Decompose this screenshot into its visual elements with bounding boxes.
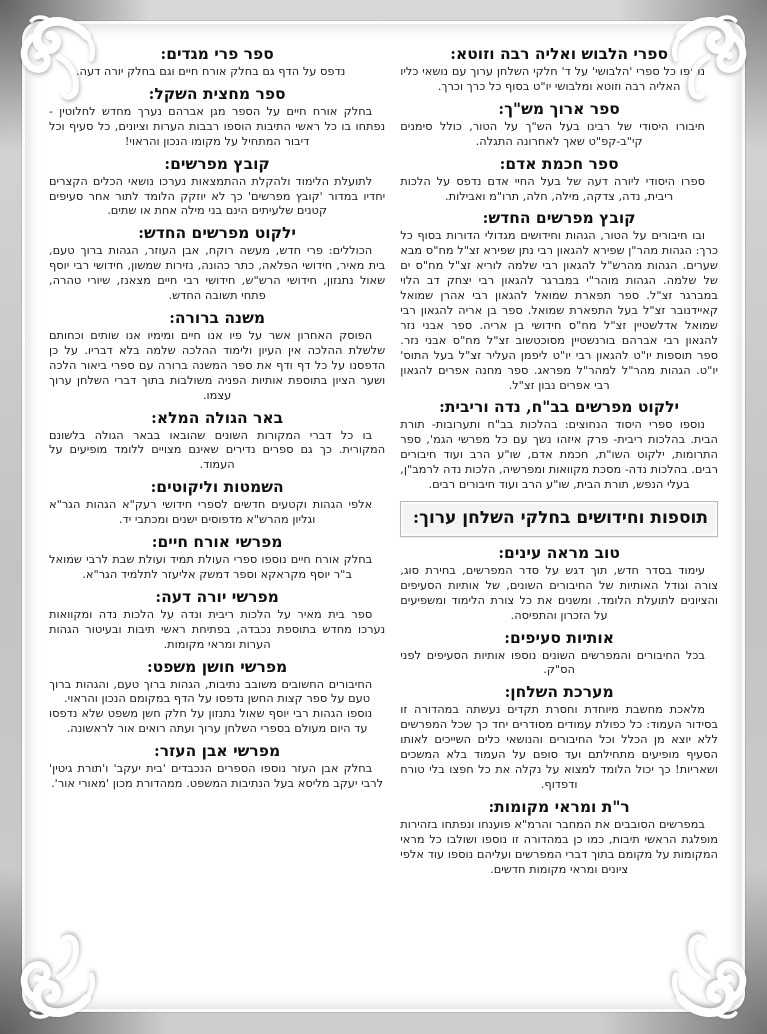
document-section [400,397,718,492]
document-section [400,628,718,678]
section-title: ספר מחצית השקל: [148,83,286,103]
document-section [49,477,385,527]
section-title: אותיות סעיפים: [504,627,614,647]
section-paragraph: אלפי הגהות וקטעים חדשים לספרי חידושי רעק"א הגהות הגר"א וגליון מהרש"א מדפוסים ישנים ומכתבי יד. [49,497,373,527]
section-paragraph: הכוללים: פרי חדש, מעשה רוקח, אבן העוזר, הגהות ברוך טעם, בית מאיר, חידושי הפלאה, כתר כהונה, נזירות שמשון, חידושי רבי יוסף שאול נתנזון, חידושי הרש"ש, חידושי רבי חיים מצאנז, שיורי טהרה, פתחי תשובה החדש. [49,243,386,303]
section-paragraph: נוספו ספרי היסוד הנחוצים: בהלכות בב"ח ותערובות- תורת הבית. בהלכות ריבית- פרק איזהו נשך עם כל מפרשי הגמ', ספר התרומות, ילקוט השו"ת, חכמת אדם, שו"ע הרב ועוד חיבורים רבים. בהלכות נדה- מסכת מקוואות ומפרשיה, הלכות נדה לרמב"ן, בעלי הנפש, תורת הבית, שו"ע הרב ועוד חיבורים רבים. [400,417,718,492]
document-section [400,208,718,392]
section-title: ר"ת ומראי מקומות: [488,796,630,816]
section-paragraph: ובו חיבורים על הטור, הגהות וחידושים מגדולי הדורות בסוף כל כרך: הגהות מהר"ן שפירא להגאון רבי נתן שפירא זצ"ל מח"ס מבא שערים. הגהות מהרש"ל להגאון רבי שלמה לוריא זצ"ל מח"ס ים של שלמה. הגהות מוהר"י במברגר להגאון רבי יצחק דב הלוי במברגר זצ"ל. ספר תפארת שמואל להגאון רבי אהרן שמואל קאיידנובר זצ"ל בעל התפארת שמואל. ספר בן אריה להגאון רבי שמואל אדלשטיין זצ"ל מח"ס חידושי בן אריה. ספר אבני נזר להגאון רבי אברהם בורנשטיין מסוכטשוב זצ"ל מח"ס אבני נזר. ספר תוספות יו"ט להגאון רבי יו"ט ליפמן העליר זצ"ל בעל התוס' יו"ט. הגהות מהר"ל למהר"ל מפראג. ספר מחנה אפרים להגאון רבי אפרים נבון זצ"ל. [400,228,718,392]
corner-flourish-icon [8,8,106,106]
document-section [400,682,718,791]
section-title: ספר ארוך מש"ך: [498,98,620,118]
document-section [49,587,385,652]
section-title: קובץ מפרשים החדש: [482,208,636,228]
section-paragraph: עימוד בסדר חדש, תוך דגש על סדר המפרשים, בחירת סוג, צורה וגודל האותיות של החיבורים השונים, של אותיות הסעיפים והציונים לתועלת הלומד. ומשנים את כל צורת הלימוד ומשפיעים על הזכרון והתפיסה. [400,562,718,622]
section-title: ספר חכמת אדם: [499,153,619,173]
section-paragraph: חיבורו היסודי של רבינו בעל הש"ך על הטור, כולל סימנים קי"ב-קפ"ט שאך לאחרונה התגלה. [400,118,705,148]
section-title: מפרשי יורה דעה: [155,586,279,606]
document-section [49,741,385,791]
document-section [400,99,718,149]
document-section [400,543,718,623]
section-title: מערכת השלחן: [504,682,614,702]
corner-flourish-icon [661,8,759,106]
document-section [400,797,718,877]
section-paragraph: נוספו הגהות רבי יוסף שאול נתנזון על חלק חשן משפט שלא נדפסו עד היום מעולם בספרי השלחן ערוך ועתה רואים אור לראשונה. [49,706,373,736]
corner-flourish-icon [8,928,106,1026]
section-title: באר הגולה המלא: [151,407,284,427]
column-right [400,44,718,989]
section-title: מפרשי אבן העזר: [154,741,281,761]
document-section [49,308,385,403]
section-title: השמטות וליקוטים: [150,477,284,497]
section-paragraph: במפרשים הסובבים את המחבר והרמ"א פוענחו ונפתחו בזהירות מופלגת הראשי תיבות, כמו כן במהדורה זו נוספו ושולבו כל מראי המקומות על מקומם בתוך דברי המפרשים ועליהם נוספו עוד אלפי ציונים ומראי מקומות חדשים. [400,816,718,876]
section-title: מפרשי אורח חיים: [151,532,283,552]
section-title: ספר פרי מגדים: [160,44,274,63]
section-title: קובץ מפרשים: [164,153,270,173]
page-content [25,24,742,1009]
section-title: ספרי הלבוש ואליה רבה וזוטא: [450,44,668,63]
document-section [400,154,718,204]
boxed-section-title: תוספות וחידושים בחלקי השלחן ערוך: [400,501,718,537]
column-left [49,44,385,989]
corner-flourish-icon [661,928,759,1026]
document-section [49,154,385,219]
document-section [49,408,385,473]
document-page [25,24,742,1009]
section-paragraph: בכל החיבורים והמפרשים השונים נוספו אותיות הסעיפים לפני הס"ק. [400,647,705,677]
section-paragraph: בו כל דברי המקורות השונים שהובאו בבאר הגולה בלשונם המקורית. כך גם ספרים נדירים שאינם מצויים ללומד מופיעים על העמוד. [49,427,386,472]
document-section [49,532,385,582]
section-title: מפרשי חושן משפט: [146,656,288,676]
section-paragraph: נדפס על הדף גם בחלק אורח חיים וגם בחלק יורה דעה. [75,64,346,78]
section-paragraph: החיבורים החשובים משובב נתיבות, הגהות ברוך טעם, והגהות ברוך טעם על ספר קצות החשן נדפסו על הדף במקומם הנכון והראוי. [49,676,373,706]
section-title: טוב מראה עינים: [498,542,620,562]
document-section [49,223,385,303]
section-paragraph: נוספו כל ספרי 'הלבושי' על ד' חלקי השלחן ערוך עם נושאי כליו האליה רבה וזוטא ומלבושי יו"ט בסוף כל כרך וכרך. [400,64,705,93]
document-section [49,657,385,737]
section-paragraph: בחלק אורח חיים נוספו ספרי העולת תמיד ועולת שבת לרבי שמואל ב"ר יוסף מקראקא וספר דמשק אליעזר לתלמיד הגר"א. [49,552,373,581]
section-paragraph: ספרו היסודי ליורה דעה של בעל החיי אדם נדפס על הלכות ריבית, נדה, צדקה, מילה, חלה, תרו"מ ואבילות. [400,173,705,203]
section-paragraph: מלאכת מחשבת מיוחדת וחסרת תקדים נעשתה במהדורה זו בסידור העמוד: כל כפולת עמודים מסודרים יחד כך שכל המפרשים ללא יוצא מן הכלל וכל החיבורים והנושאי כלים השייכים לאותו הסעיף מופיעים מתחילתם ועד סופם על העמוד בלא המשכים ושאריות! כך יכול הלומד למצוא על נקלה את כל חפצו בלי טורח ודפדוף. [400,702,718,791]
section-paragraph: הפוסק האחרון אשר על פיו אנו חיים ומימיו אנו שותים וכחותם שלשלת ההלכה אין העיון ולימוד ההלכה שלמה בלא דבריו. על כן הדפסנו על כל דף ודף את ספר המשנה ברורה עם ספרי ביאור הלכה ושער הציון בתוספת אותיות הפניה משולבות בתוך דברי השלחן ערוך עצמו. [49,327,386,402]
section-title: ילקוט מפרשים בב"ח, נדה וריבית: [439,397,680,417]
section-title: ילקוט מפרשים החדש: [138,223,296,243]
section-paragraph: בחלק אורח חיים על הספר מגן אברהם נערך מחדש לחלוטין - נפתחו בו כל ראשי התיבות הוספו רבבות הערות וציונים, כל סעיף וכל דיבור המתחיל על מקומו הנכון והראוי! [49,103,386,148]
section-paragraph: בחלק אבן העזר נוספו הספרים הנכבדים 'בית יעקב' ו'תורת גיטין' לרבי יעקב מליסא בעל הנתיבות המשפט. ממהדורת מכון 'מאורי אור'. [49,761,384,791]
section-paragraph: לתועלת הלימוד ולהקלת ההתמצאות נערכו נושאי הכלים הקצרים יחדיו במדור 'קובץ מפרשים' כך לא יוזקק הלומד לתור אחר סעיפים קטנים שלעיתים הינם בני מילה אחת או שתים. [49,173,386,218]
section-title: משנה ברורה: [169,307,266,327]
section-paragraph: ספר בית מאיר על הלכות ריבית ונדה על הלכות נדה ומקוואות נערכו מחדש בתוספת נכבדה, בפתיחת ראשי תיבות ובעיטור הגהות הערות ומראי מקומות. [49,606,386,651]
